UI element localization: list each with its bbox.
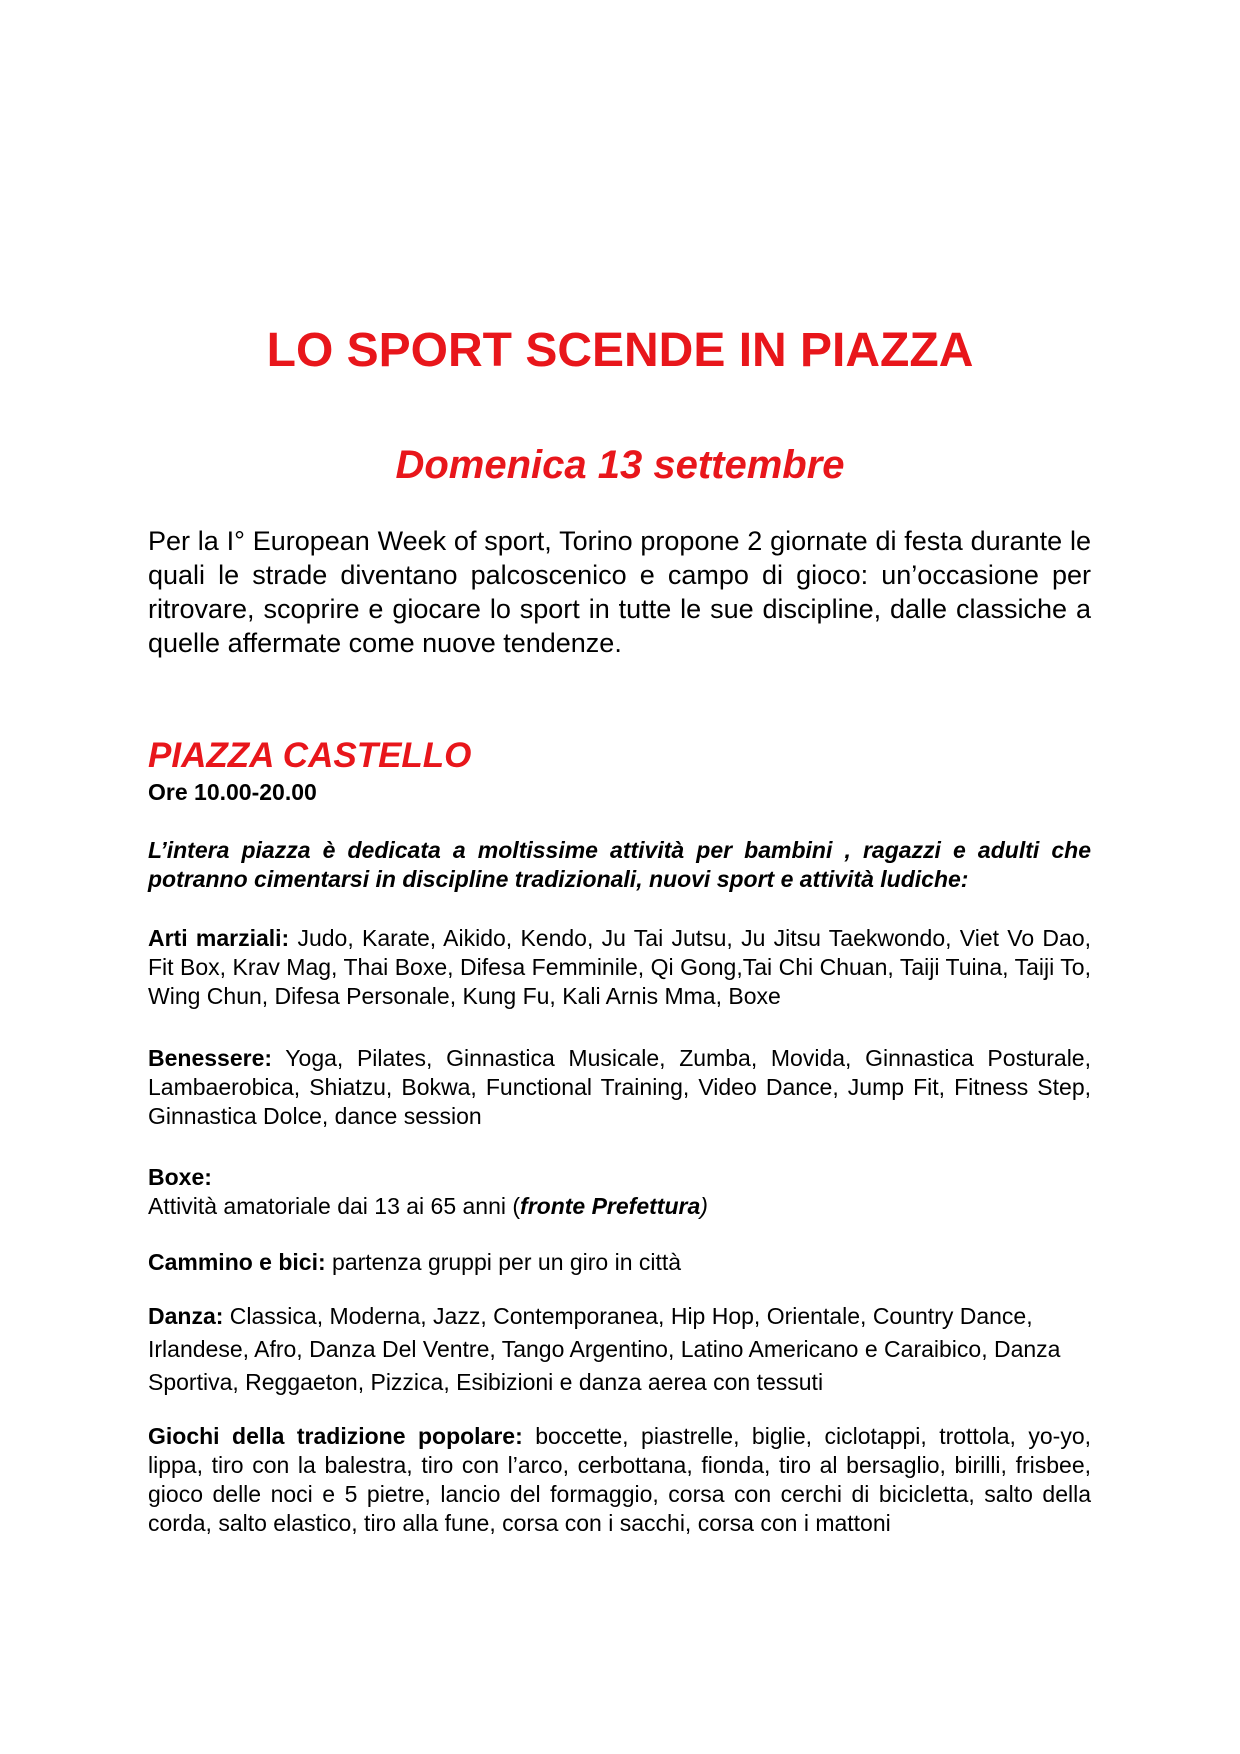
activity-text: Classica, Moderna, Jazz, Contemporanea, Hip Hop, Orientale, Country Dance, Irlandese, Afro, Danza Del Ventre, Tango Argentino, Latino Americano e Caraibico, Danza Sportiva, Reggaeton, Pizzica, Esibizioni e danza aerea con tessuti — [148, 1303, 1061, 1395]
activity-location: fronte Prefettura — [520, 1193, 701, 1219]
activity-text: Attività amatoriale dai 13 ai 65 anni ( — [148, 1193, 521, 1219]
activity-cammino-bici — [148, 1248, 1091, 1277]
activity-label: Arti marziali: — [148, 925, 290, 951]
activity-text: Yoga, Pilates, Ginnastica Musicale, Zumba, Movida, Ginnastica Posturale, Lambaerobica, Shiatzu, Bokwa, Functional Training, Video Dance, Jump Fit, Fitness Step, Ginnastica Dolce, dance session — [148, 1045, 1091, 1129]
section-title: PIAZZA CASTELLO — [148, 736, 472, 775]
activity-label: Cammino e bici: — [148, 1249, 326, 1275]
activity-label: Benessere: — [148, 1045, 273, 1071]
activity-label: Danza: — [148, 1303, 224, 1329]
activity-text: partenza gruppi per un giro in città — [325, 1249, 682, 1275]
activity-benessere — [148, 1044, 1091, 1131]
activity-label: Giochi della tradizione popolare: — [148, 1423, 523, 1449]
activity-label: Boxe: — [148, 1164, 212, 1190]
activity-text: boccette, piastrelle, biglie, ciclotappi, trottola, yo-yo, lippa, tiro con la balestra, tiro con l’arco, cerbottana, fionda, tiro al bersaglio, birilli, frisbee, gioco delle noci e 5 pietre, lancio del formaggio, corsa con cerchi di bicicletta, salto della corda, salto elastico, tiro alla fune, corsa con i sacchi, corsa con i mattoni — [148, 1423, 1092, 1536]
page-title: LO SPORT SCENDE IN PIAZZA — [266, 324, 974, 377]
activity-text: Judo, Karate, Aikido, Kendo, Ju Tai Jutsu, Ju Jitsu Taekwondo, Viet Vo Dao, Fit Box, Krav Mag, Thai Boxe, Difesa Femminile, Qi Gong,Tai Chi Chuan, Taiji Tuina, Taiji To, Wing Chun, Difesa Personale, Kung Fu, Kali Arnis Mma, Boxe — [148, 925, 1091, 1009]
event-date: Domenica 13 settembre — [395, 443, 845, 487]
activity-arti-marziali — [148, 924, 1091, 1011]
activity-boxe — [148, 1163, 1091, 1221]
section-hours: Ore 10.00-20.00 — [148, 779, 317, 805]
activity-giochi — [148, 1422, 1091, 1538]
activity-danza — [148, 1300, 1091, 1399]
intro-paragraph: Per la I° European Week of sport, Torino propone 2 giornate di festa durante le quali le strade diventano palcoscenico e campo di gioco: un’occasione per ritrovare, scoprire e giocare lo sport in tutte le sue discipline, dalle classiche a quelle affermate come nuove tendenze. — [148, 526, 1091, 658]
section-lead: L’intera piazza è dedicata a moltissime attività per bambini , ragazzi e adulti che potranno cimentarsi in discipline tradizionali, nuovi sport e attività ludiche: — [148, 837, 1091, 892]
activity-close: ) — [700, 1193, 708, 1219]
